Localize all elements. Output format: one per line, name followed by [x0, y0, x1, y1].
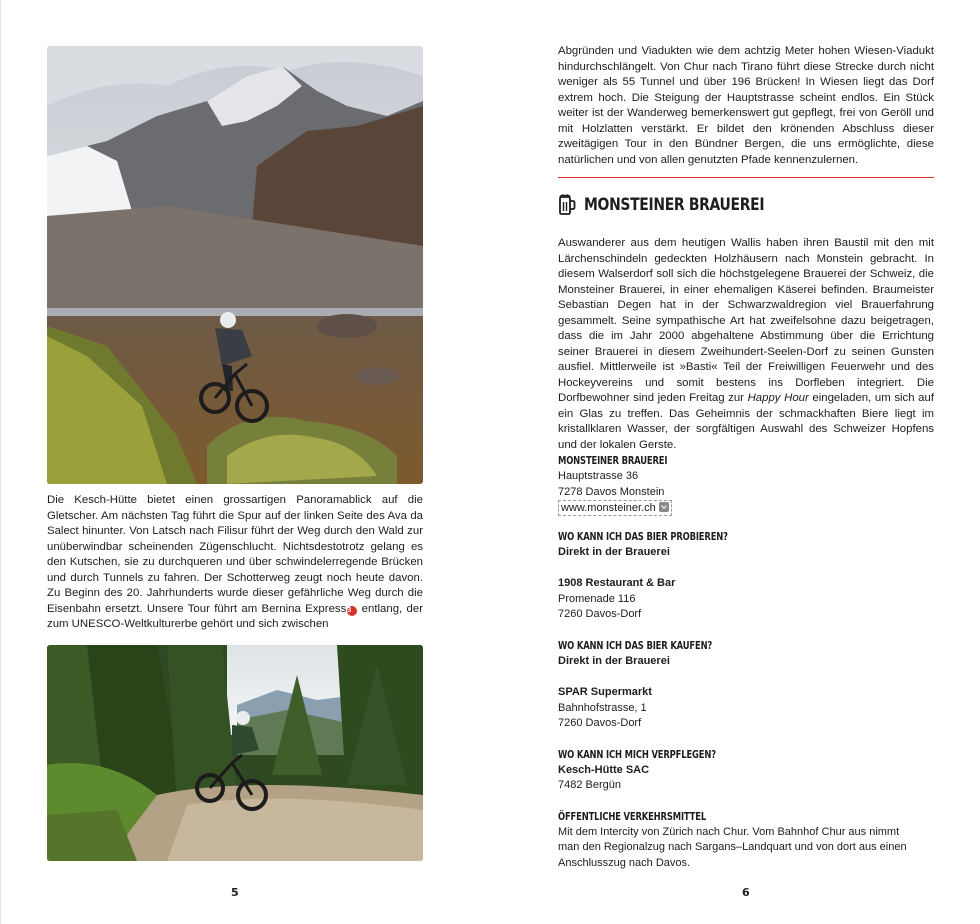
brewery-street: Hauptstrasse 36	[558, 470, 639, 482]
section-text-1: Auswanderer aus dem heutigen Wallis haben ihren Baustil mit den mit Lärchenschindeln gedeckten Holzhäusern nach Monstein gebracht. In diesem Walserdorf soll sich die höchstgelegene Brauerei der Schweiz, die Monsteiner Brauerei, in einer ehemaligen Käserei befinden. Braumeister Sebastian Degen hat in der Schwarzwaldregion viel Brauerfahrung gesammelt. Seine sympathische Art hat zweifelsohne dazu beigetragen, dass die im Jahr 2000 abgehaltene Abstimmung über die Errichtung seiner Brauerei in diesem Zweihundert-Seelen-Dorf zu seinen Gunsten ausfiel. Mittlerweile ist »Basti« Teil der Freiwilligen Feuerwehr und des Hockeyvereins und somit bestens ins Dorfleben integriert. Die Dorfbewohner sind jeden Freitag zur	[558, 237, 934, 404]
page-number-right: 6	[742, 886, 750, 899]
info-box	[558, 454, 934, 871]
taste-subheading: Direkt in der Brauerei	[558, 545, 670, 558]
section-divider	[558, 177, 934, 178]
restaurant-name: 1908 Restaurant & Bar	[558, 577, 676, 589]
chevron-down-icon[interactable]	[659, 502, 669, 512]
forest-trail-photo	[47, 645, 423, 861]
transport-text: Mit dem Intercity von Zürich nach Chur. Vom Bahnhof Chur aus nimmt man den Regionalzug nach Sargans–Landquart und von dort aus einen Anschlusszug nach Davos.	[558, 825, 907, 869]
buy-heading: WO KANN ICH DAS BIER KAUFEN?	[558, 639, 713, 652]
food-heading: WO KANN ICH MICH VERPFLEGEN?	[558, 748, 716, 761]
brewery-city: 7278 Davos Monstein	[558, 485, 665, 498]
shop-city: 7260 Davos-Dorf	[558, 717, 642, 729]
transport-heading: ÖFFENTLICHE VERKEHRSMITTEL	[558, 810, 707, 823]
brewery-heading: MONSTEINER BRAUEREI	[558, 455, 668, 467]
left-text-end: entlang, der zum UNESCO-Weltkulturerbe gehört und sich zwischen	[47, 602, 423, 630]
buy-subheading: Direkt in der Brauerei	[558, 654, 670, 667]
page-number-left: 5	[231, 886, 239, 899]
left-body-text	[47, 493, 423, 633]
taste-heading: WO KANN ICH DAS BIER PROBIEREN?	[558, 530, 728, 543]
location-marker: 3	[347, 606, 357, 616]
section-body-text	[558, 236, 934, 453]
left-text: Die Kesch-Hütte bietet einen grossartigen Panoramablick auf die Gletscher. Am nächsten Tag führt die Spur auf der linken Seite des Ava da Salect hinunter. Von Latsch nach Filisur führt der Weg durch den Wald zur unüberwindbar scheinenden Zügenschlucht. Nichtsdestotrotz gelang es den Kutschen, sie zu durchqueren und über schwindelerregende Brücken und durch Tunnels zu fahren. Der Schotterweg zeugt noch heute davon. Zu Beginn des 20. Jahrhunderts wurde dieser gefährliche Weg durch die Eisenbahn ersetzt. Unsere Tour führt am Bernina Express	[47, 494, 423, 615]
section-text-2: eingeladen, um sich auf ein Glas zu treffen. Das Geheimnis der schmackhaften Biere liegt im kristallklaren Wasser, der sorgfältigen Auswahl des Schweizer Hopfens und der lokalen Gerste.	[558, 392, 935, 451]
section-title: MONSTEINER BRAUEREI	[584, 195, 765, 215]
intro-paragraph: Abgründen und Viadukten wie dem achtzig Meter hohen Wiesen-Viadukt hindurchschlängelt. Von Chur nach Tirano führt diese Strecke durch nicht weniger als 55 Tunnel und über 196 Brücken! In Wiesen liegt das Dorf extrem hoch. Die Steigung der Hauptstrasse scheint endlos. Ein Stück weiter ist der Wanderweg bemerkenswert gut gepflegt, frei von Geröll und mit Holzlatten verstärkt. Er bildet den krönenden Abschluss dieser zweitägigen Tour in den Bündner Bergen, die uns ermöglichte, diese natürlichen und von allen genutzten Pfade kennenzulernen.	[558, 45, 934, 166]
beer-mug-icon	[558, 194, 576, 216]
shop-street: Bahnhofstrasse, 1	[558, 701, 647, 714]
section-heading	[558, 190, 934, 220]
mountain-biker-photo	[47, 46, 423, 484]
website-link[interactable]	[558, 500, 672, 516]
restaurant-city: 7260 Davos-Dorf	[558, 608, 642, 620]
website-link-text[interactable]: www.monsteiner.ch	[561, 502, 656, 514]
restaurant-street: Promenade 116	[558, 592, 636, 605]
right-intro-text	[558, 44, 934, 168]
hut-city: 7482 Bergün	[558, 779, 621, 791]
hut-name: Kesch-Hütte SAC	[558, 763, 650, 776]
shop-name: SPAR Supermarkt	[558, 686, 652, 698]
happy-hour-text: Happy Hour	[747, 392, 809, 404]
